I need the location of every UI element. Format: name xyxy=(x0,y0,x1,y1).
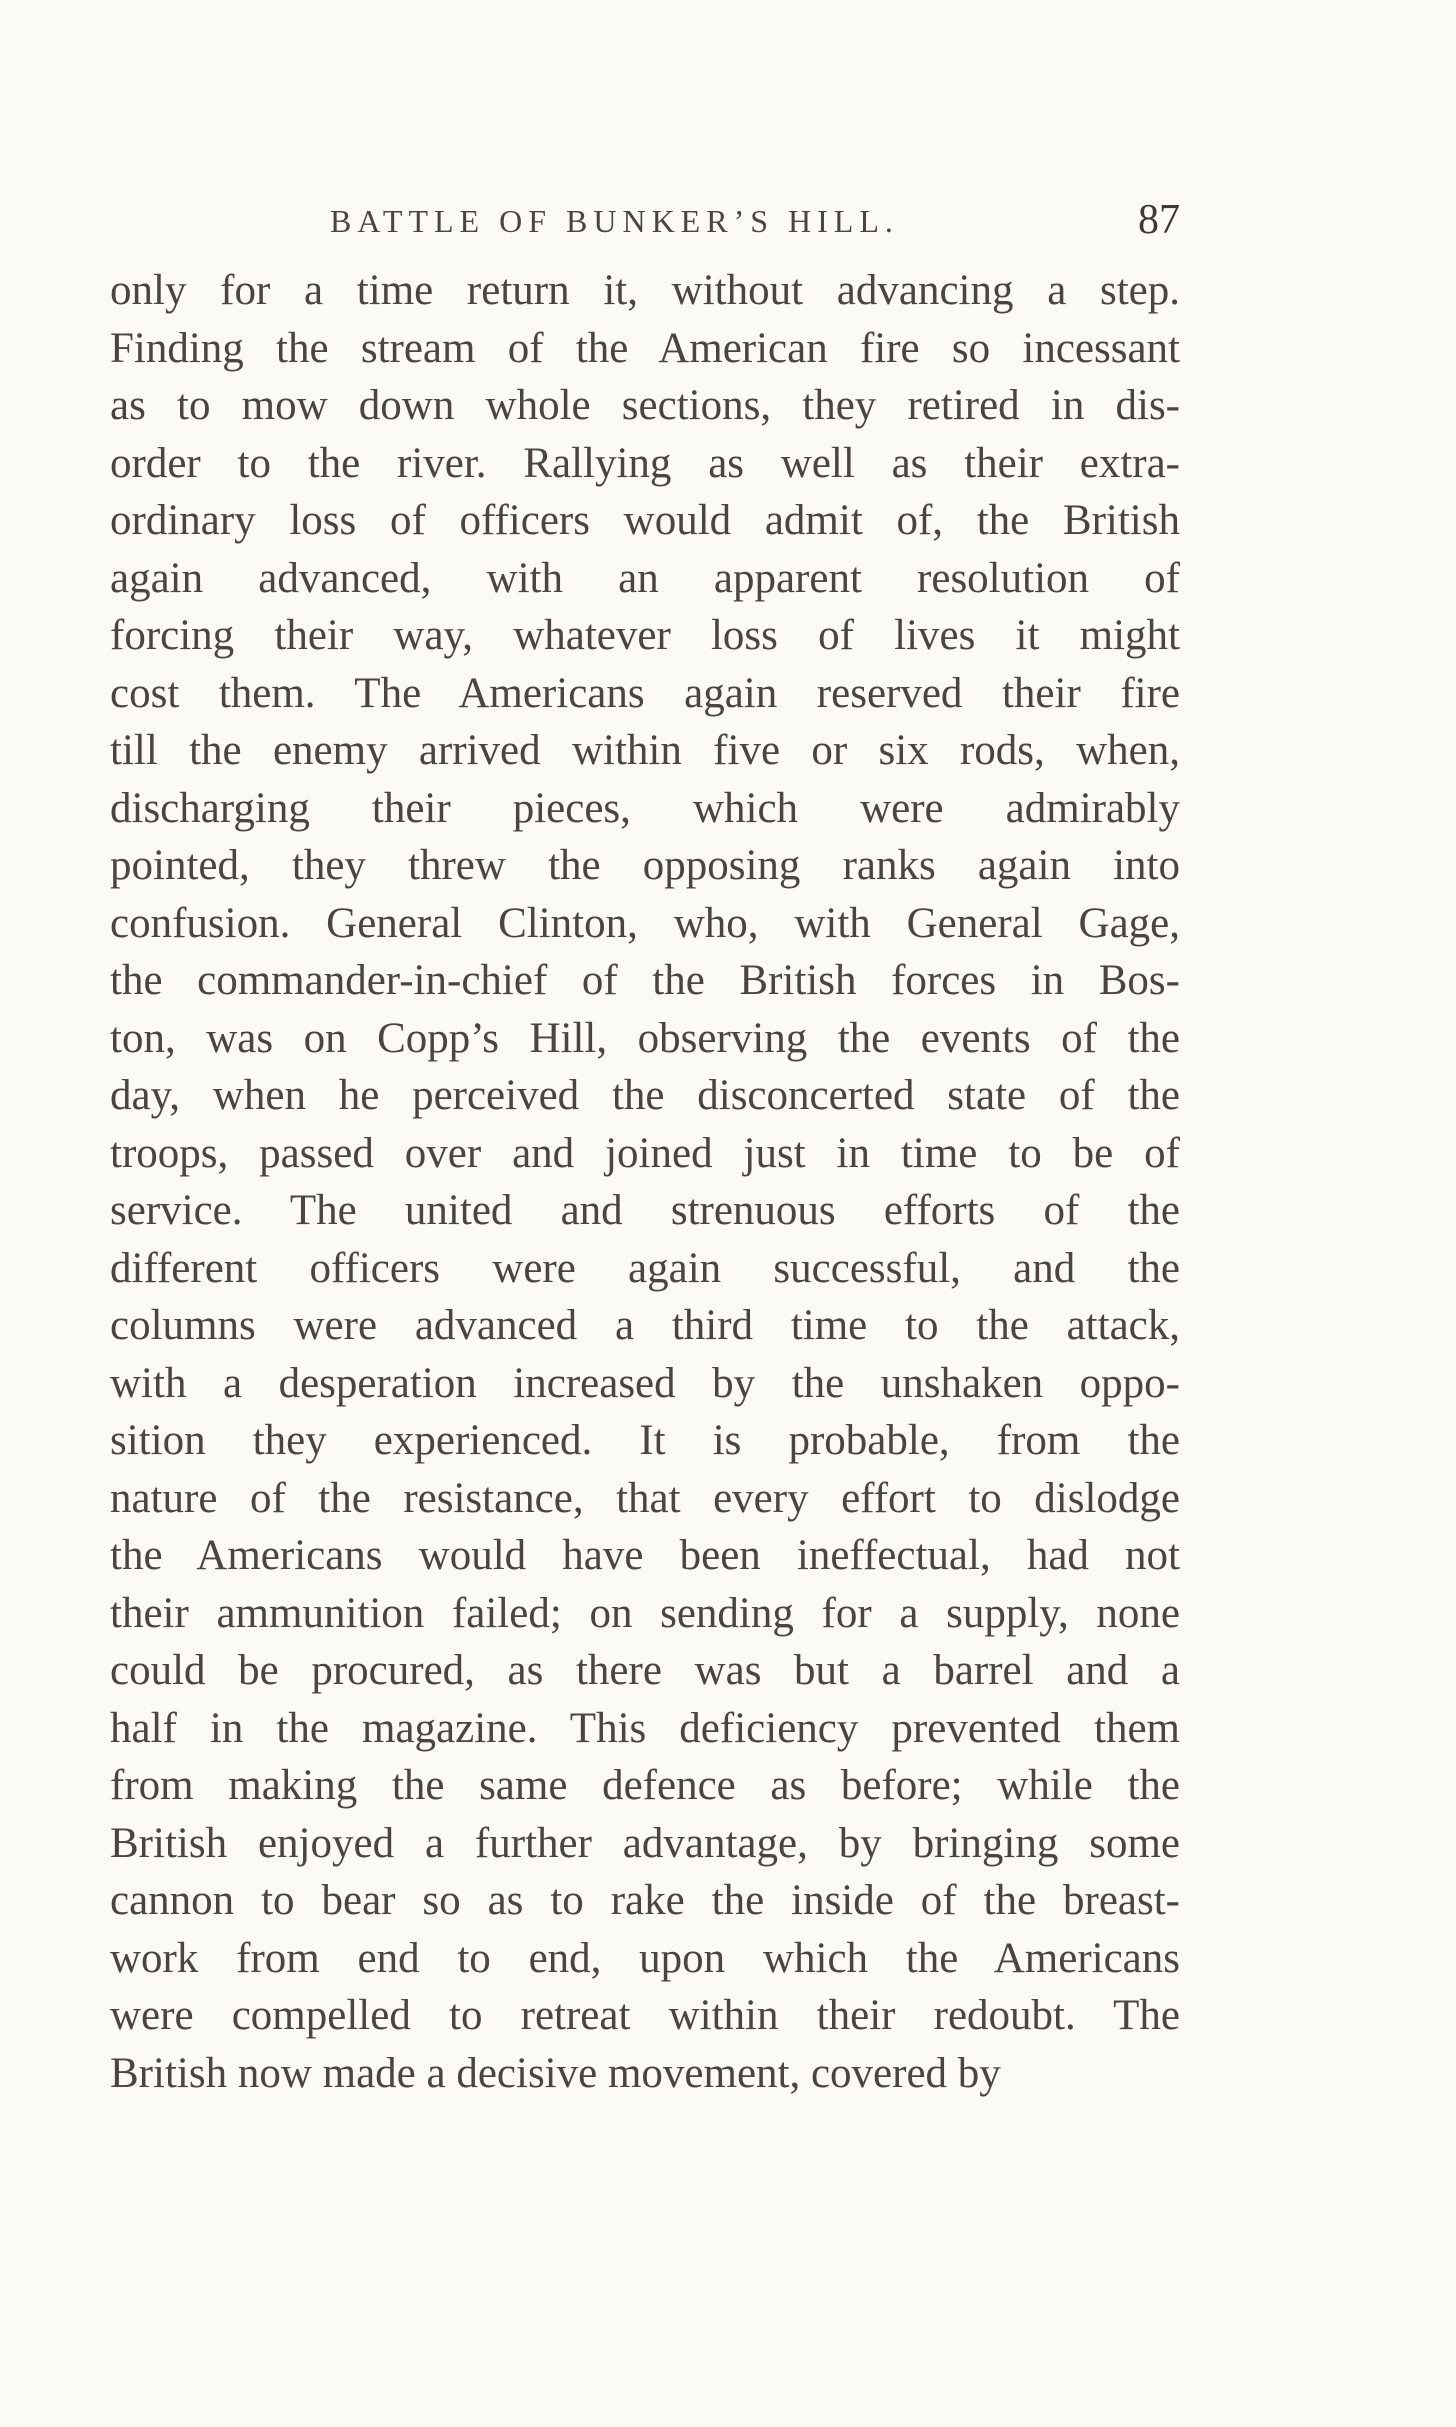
text-line: Finding the stream of the American fire so incessant xyxy=(110,324,1180,372)
text-line: the Americans would have been ineffectual, had not xyxy=(110,1532,1180,1579)
text-line: cost them. The Americans again reserved their fire xyxy=(110,669,1180,717)
text-line: confusion. General Clinton, who, with General Gage, xyxy=(110,899,1180,947)
text-line: ton, was on Copp’s Hill, observing the events of the xyxy=(110,1014,1180,1062)
text-line: sition they experienced. It is probable, from the xyxy=(110,1417,1180,1464)
text-line: British now made a decisive movement, covered by xyxy=(110,2049,1001,2097)
text-line: British enjoyed a further advantage, by bringing some xyxy=(110,1819,1180,1867)
text-line: only for a time return it, without advancing a step. xyxy=(110,267,1180,314)
text-line: were compelled to retreat within their redoubt. The xyxy=(110,1992,1180,2039)
text-line: from making the same defence as before; while the xyxy=(110,1762,1180,1809)
text-line: columns were advanced a third time to the attack, xyxy=(110,1302,1180,1349)
text-line: different officers were again successful, and the xyxy=(110,1244,1180,1292)
running-head-title: BATTLE OF BUNKER’S HILL. xyxy=(330,203,899,239)
text-line: the commander-in-chief of the British forces in Bos- xyxy=(110,957,1180,1004)
text-line: discharging their pieces, which were admirably xyxy=(110,784,1180,832)
body-text xyxy=(110,262,1180,2102)
text-line: their ammunition failed; on sending for a supply, none xyxy=(110,1589,1180,1637)
text-line: nature of the resistance, that every effort to dislodge xyxy=(110,1474,1180,1522)
page-number: 87 xyxy=(1138,197,1180,243)
text-line: day, when he perceived the disconcerted state of the xyxy=(110,1072,1180,1119)
text-line: as to mow down whole sections, they retired in dis- xyxy=(110,382,1180,429)
text-line: with a desperation increased by the unshaken oppo- xyxy=(110,1359,1180,1407)
text-line: half in the magazine. This deficiency prevented them xyxy=(110,1704,1180,1752)
text-line: again advanced, with an apparent resolution of xyxy=(110,554,1180,602)
text-line: work from end to end, upon which the Americans xyxy=(110,1934,1180,1982)
text-line: troops, passed over and joined just in time to be of xyxy=(110,1129,1180,1177)
text-line: ordinary loss of officers would admit of, the British xyxy=(110,497,1180,544)
text-line: service. The united and strenuous efforts of the xyxy=(110,1187,1180,1234)
text-line: till the enemy arrived within five or six rods, when, xyxy=(110,727,1180,774)
text-line: could be procured, as there was but a barrel and a xyxy=(110,1647,1180,1694)
text-line: forcing their way, whatever loss of lives it might xyxy=(110,612,1180,659)
text-line: order to the river. Rallying as well as their extra- xyxy=(110,439,1180,487)
text-line: cannon to bear so as to rake the inside of the breast- xyxy=(110,1877,1180,1924)
text-line: pointed, they threw the opposing ranks again into xyxy=(110,842,1180,889)
